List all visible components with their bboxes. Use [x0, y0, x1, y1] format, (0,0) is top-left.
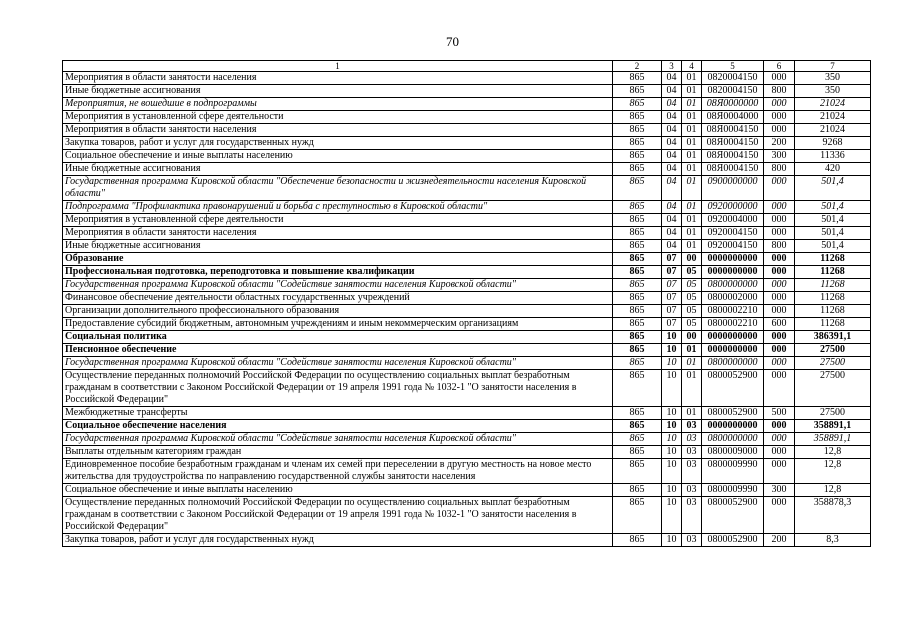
cell-amount: 27500 — [795, 357, 871, 370]
cell-amount: 27500 — [795, 370, 871, 407]
cell-amount: 11268 — [795, 266, 871, 279]
cell-target: 0820004150 — [702, 85, 764, 98]
header-cell-name: 1 — [63, 61, 613, 72]
cell-expense-type: 300 — [764, 150, 795, 163]
cell-admin: 865 — [613, 201, 662, 214]
cell-admin: 865 — [613, 433, 662, 446]
cell-amount: 350 — [795, 72, 871, 85]
cell-amount: 501,4 — [795, 240, 871, 253]
cell-expense-type: 000 — [764, 446, 795, 459]
cell-target: 0920004000 — [702, 214, 764, 227]
table-row — [63, 420, 871, 433]
table-row — [63, 433, 871, 446]
cell-expense-type: 000 — [764, 72, 795, 85]
cell-name: Социальное обеспечение населения — [63, 420, 613, 433]
cell-admin: 865 — [613, 253, 662, 266]
cell-section: 04 — [662, 85, 682, 98]
cell-section: 04 — [662, 227, 682, 240]
cell-target: 0800002210 — [702, 305, 764, 318]
table-row — [63, 266, 871, 279]
table-row — [63, 214, 871, 227]
cell-amount: 501,4 — [795, 176, 871, 201]
cell-section: 10 — [662, 459, 682, 484]
cell-subsection: 01 — [682, 85, 702, 98]
cell-target: 08Я0004150 — [702, 150, 764, 163]
cell-amount: 358891,1 — [795, 433, 871, 446]
cell-target: 0800009000 — [702, 446, 764, 459]
cell-target: 0800002000 — [702, 292, 764, 305]
cell-subsection: 01 — [682, 227, 702, 240]
cell-section: 04 — [662, 176, 682, 201]
cell-expense-type: 000 — [764, 176, 795, 201]
cell-subsection: 00 — [682, 253, 702, 266]
cell-expense-type: 000 — [764, 98, 795, 111]
cell-admin: 865 — [613, 344, 662, 357]
cell-expense-type: 000 — [764, 111, 795, 124]
cell-admin: 865 — [613, 331, 662, 344]
cell-name: Подпрограмма "Профилактика правонарушений и борьба с преступностью в Кировской области" — [63, 201, 613, 214]
cell-name: Мероприятия, не вошедшие в подпрограммы — [63, 98, 613, 111]
cell-section: 04 — [662, 240, 682, 253]
cell-target: 0800052900 — [702, 407, 764, 420]
cell-expense-type: 200 — [764, 137, 795, 150]
cell-name: Финансовое обеспечение деятельности областных государственных учреждений — [63, 292, 613, 305]
cell-admin: 865 — [613, 176, 662, 201]
table-row — [63, 292, 871, 305]
cell-admin: 865 — [613, 292, 662, 305]
cell-expense-type: 000 — [764, 124, 795, 137]
cell-amount: 11268 — [795, 305, 871, 318]
cell-name: Профессиональная подготовка, переподготовка и повышение квалификации — [63, 266, 613, 279]
cell-subsection: 05 — [682, 305, 702, 318]
table-row — [63, 370, 871, 407]
cell-amount: 11268 — [795, 253, 871, 266]
cell-section: 04 — [662, 72, 682, 85]
cell-expense-type: 800 — [764, 85, 795, 98]
cell-amount: 21024 — [795, 124, 871, 137]
cell-subsection: 05 — [682, 266, 702, 279]
cell-subsection: 03 — [682, 446, 702, 459]
cell-section: 04 — [662, 201, 682, 214]
cell-target: 0820004150 — [702, 72, 764, 85]
cell-section: 07 — [662, 266, 682, 279]
cell-subsection: 01 — [682, 98, 702, 111]
cell-admin: 865 — [613, 446, 662, 459]
cell-target: 08Я0000000 — [702, 98, 764, 111]
cell-name: Пенсионное обеспечение — [63, 344, 613, 357]
cell-name: Государственная программа Кировской области "Содействие занятости населения Кировской области" — [63, 433, 613, 446]
cell-section: 04 — [662, 137, 682, 150]
cell-target: 0800000000 — [702, 357, 764, 370]
budget-table — [62, 60, 871, 547]
cell-amount: 8,3 — [795, 534, 871, 547]
cell-section: 07 — [662, 305, 682, 318]
cell-admin: 865 — [613, 407, 662, 420]
table-row — [63, 305, 871, 318]
cell-section: 10 — [662, 446, 682, 459]
cell-expense-type: 500 — [764, 407, 795, 420]
cell-name: Выплаты отдельным категориям граждан — [63, 446, 613, 459]
cell-amount: 21024 — [795, 111, 871, 124]
cell-expense-type: 000 — [764, 201, 795, 214]
cell-admin: 865 — [613, 214, 662, 227]
cell-amount: 420 — [795, 163, 871, 176]
table-row — [63, 331, 871, 344]
header-cell-target: 5 — [702, 61, 764, 72]
cell-subsection: 01 — [682, 163, 702, 176]
cell-expense-type: 000 — [764, 279, 795, 292]
table-row — [63, 124, 871, 137]
page-number: 70 — [446, 34, 459, 49]
table-row — [63, 318, 871, 331]
cell-name: Мероприятия в области занятости населения — [63, 124, 613, 137]
cell-section: 04 — [662, 111, 682, 124]
cell-amount: 9268 — [795, 137, 871, 150]
cell-section: 04 — [662, 98, 682, 111]
header-cell-admin: 2 — [613, 61, 662, 72]
cell-amount: 12,8 — [795, 484, 871, 497]
cell-expense-type: 000 — [764, 497, 795, 534]
cell-name: Мероприятия в области занятости населения — [63, 72, 613, 85]
cell-admin: 865 — [613, 240, 662, 253]
cell-subsection: 03 — [682, 484, 702, 497]
cell-admin: 865 — [613, 370, 662, 407]
cell-section: 10 — [662, 370, 682, 407]
cell-admin: 865 — [613, 124, 662, 137]
cell-amount: 358891,1 — [795, 420, 871, 433]
table-row — [63, 446, 871, 459]
cell-target: 0800009990 — [702, 459, 764, 484]
cell-admin: 865 — [613, 227, 662, 240]
cell-target: 0000000000 — [702, 266, 764, 279]
table-row — [63, 279, 871, 292]
cell-name: Государственная программа Кировской области "Обеспечение безопасности и жизнедеятельности населения Кировской области" — [63, 176, 613, 201]
cell-subsection: 01 — [682, 176, 702, 201]
table-row — [63, 534, 871, 547]
cell-section: 10 — [662, 497, 682, 534]
cell-subsection: 01 — [682, 72, 702, 85]
cell-admin: 865 — [613, 357, 662, 370]
cell-expense-type: 000 — [764, 253, 795, 266]
table-row — [63, 407, 871, 420]
cell-admin: 865 — [613, 163, 662, 176]
cell-amount: 358878,3 — [795, 497, 871, 534]
cell-expense-type: 000 — [764, 344, 795, 357]
cell-target: 0800000000 — [702, 279, 764, 292]
cell-subsection: 03 — [682, 433, 702, 446]
cell-admin: 865 — [613, 266, 662, 279]
cell-expense-type: 000 — [764, 459, 795, 484]
cell-expense-type: 000 — [764, 266, 795, 279]
cell-section: 10 — [662, 331, 682, 344]
cell-name: Организации дополнительного профессионального образования — [63, 305, 613, 318]
cell-name: Осуществление переданных полномочий Российской Федерации по осуществлению социальных выплат безработным гражданам в соответствии с Законом Российской Федерации от 19 апреля 1991 года № 1032-1 "О занятости населения в Российской Федерации" — [63, 370, 613, 407]
cell-expense-type: 000 — [764, 370, 795, 407]
cell-section: 10 — [662, 534, 682, 547]
cell-target: 08Я0004150 — [702, 137, 764, 150]
cell-expense-type: 000 — [764, 214, 795, 227]
cell-name: Межбюджетные трансферты — [63, 407, 613, 420]
cell-target: 0900000000 — [702, 176, 764, 201]
cell-target: 0800052900 — [702, 534, 764, 547]
table-row — [63, 240, 871, 253]
cell-amount: 501,4 — [795, 214, 871, 227]
cell-amount: 501,4 — [795, 227, 871, 240]
table-row — [63, 344, 871, 357]
cell-target: 0000000000 — [702, 420, 764, 433]
cell-target: 0920004150 — [702, 227, 764, 240]
cell-admin: 865 — [613, 534, 662, 547]
cell-section: 04 — [662, 124, 682, 137]
cell-target: 0920000000 — [702, 201, 764, 214]
cell-admin: 865 — [613, 85, 662, 98]
table-row — [63, 357, 871, 370]
cell-expense-type: 800 — [764, 240, 795, 253]
cell-name: Закупка товаров, работ и услуг для государственных нужд — [63, 534, 613, 547]
table-row — [63, 253, 871, 266]
cell-section: 10 — [662, 433, 682, 446]
cell-target: 08Я0004150 — [702, 163, 764, 176]
cell-expense-type: 000 — [764, 420, 795, 433]
cell-amount: 350 — [795, 85, 871, 98]
cell-name: Социальное обеспечение и иные выплаты населению — [63, 484, 613, 497]
cell-subsection: 01 — [682, 150, 702, 163]
cell-subsection: 01 — [682, 137, 702, 150]
cell-section: 07 — [662, 318, 682, 331]
table-row — [63, 111, 871, 124]
cell-admin: 865 — [613, 484, 662, 497]
cell-name: Осуществление переданных полномочий Российской Федерации по осуществлению социальных выплат безработным гражданам в соответствии с Законом Российской Федерации от 19 апреля 1991 года № 1032-1 "О занятости населения в Российской Федерации" — [63, 497, 613, 534]
table-row — [63, 85, 871, 98]
cell-expense-type: 000 — [764, 292, 795, 305]
table-row — [63, 150, 871, 163]
cell-target: 0000000000 — [702, 331, 764, 344]
table-row — [63, 163, 871, 176]
cell-target: 0920004150 — [702, 240, 764, 253]
cell-name: Государственная программа Кировской области "Содействие занятости населения Кировской области" — [63, 357, 613, 370]
cell-expense-type: 000 — [764, 357, 795, 370]
cell-section: 10 — [662, 407, 682, 420]
cell-expense-type: 000 — [764, 331, 795, 344]
cell-admin: 865 — [613, 98, 662, 111]
cell-name: Единовременное пособие безработным гражданам и членам их семей при переселении в другую местность на новое место жительства для трудоустройства по направлению государственной службы занятости населения — [63, 459, 613, 484]
cell-amount: 11336 — [795, 150, 871, 163]
cell-name: Закупка товаров, работ и услуг для государственных нужд — [63, 137, 613, 150]
header-cell-expense-type: 6 — [764, 61, 795, 72]
cell-name: Предоставление субсидий бюджетным, автономным учреждениям и иным некоммерческим организациям — [63, 318, 613, 331]
cell-name: Иные бюджетные ассигнования — [63, 240, 613, 253]
cell-section: 04 — [662, 150, 682, 163]
cell-amount: 501,4 — [795, 201, 871, 214]
cell-expense-type: 600 — [764, 318, 795, 331]
table-row — [63, 484, 871, 497]
cell-target: 0800000000 — [702, 433, 764, 446]
cell-target: 08Я0004000 — [702, 111, 764, 124]
header-cell-amount: 7 — [795, 61, 871, 72]
table-row — [63, 201, 871, 214]
cell-subsection: 01 — [682, 357, 702, 370]
cell-target: 0800052900 — [702, 497, 764, 534]
cell-subsection: 03 — [682, 534, 702, 547]
cell-subsection: 01 — [682, 201, 702, 214]
cell-expense-type: 300 — [764, 484, 795, 497]
cell-name: Мероприятия в установленной сфере деятельности — [63, 111, 613, 124]
cell-expense-type: 000 — [764, 305, 795, 318]
cell-admin: 865 — [613, 111, 662, 124]
cell-admin: 865 — [613, 459, 662, 484]
cell-admin: 865 — [613, 318, 662, 331]
cell-name: Социальное обеспечение и иные выплаты населению — [63, 150, 613, 163]
cell-admin: 865 — [613, 72, 662, 85]
cell-subsection: 01 — [682, 240, 702, 253]
table-header-row — [63, 61, 871, 72]
table-row — [63, 227, 871, 240]
cell-subsection: 01 — [682, 111, 702, 124]
cell-section: 07 — [662, 292, 682, 305]
cell-expense-type: 200 — [764, 534, 795, 547]
cell-subsection: 03 — [682, 459, 702, 484]
cell-subsection: 01 — [682, 370, 702, 407]
header-cell-subsection: 4 — [682, 61, 702, 72]
cell-amount: 11268 — [795, 279, 871, 292]
cell-target: 0800002210 — [702, 318, 764, 331]
cell-admin: 865 — [613, 150, 662, 163]
table-row — [63, 72, 871, 85]
cell-amount: 12,8 — [795, 446, 871, 459]
cell-amount: 11268 — [795, 318, 871, 331]
cell-amount: 11268 — [795, 292, 871, 305]
cell-admin: 865 — [613, 305, 662, 318]
cell-name: Государственная программа Кировской области "Содействие занятости населения Кировской области" — [63, 279, 613, 292]
cell-subsection: 05 — [682, 292, 702, 305]
cell-name: Социальная политика — [63, 331, 613, 344]
cell-section: 10 — [662, 357, 682, 370]
cell-section: 07 — [662, 253, 682, 266]
cell-expense-type: 800 — [764, 163, 795, 176]
cell-subsection: 03 — [682, 497, 702, 534]
cell-section: 10 — [662, 484, 682, 497]
cell-amount: 386391,1 — [795, 331, 871, 344]
header-cell-section: 3 — [662, 61, 682, 72]
cell-subsection: 05 — [682, 318, 702, 331]
cell-target: 0000000000 — [702, 253, 764, 266]
cell-name: Иные бюджетные ассигнования — [63, 163, 613, 176]
cell-admin: 865 — [613, 137, 662, 150]
table-row — [63, 176, 871, 201]
cell-section: 07 — [662, 279, 682, 292]
table-row — [63, 459, 871, 484]
cell-subsection: 01 — [682, 407, 702, 420]
cell-subsection: 05 — [682, 279, 702, 292]
cell-subsection: 01 — [682, 344, 702, 357]
cell-section: 10 — [662, 420, 682, 433]
cell-target: 08Я0004150 — [702, 124, 764, 137]
cell-section: 04 — [662, 214, 682, 227]
cell-section: 10 — [662, 344, 682, 357]
cell-name: Иные бюджетные ассигнования — [63, 85, 613, 98]
cell-admin: 865 — [613, 279, 662, 292]
cell-amount: 12,8 — [795, 459, 871, 484]
cell-admin: 865 — [613, 420, 662, 433]
cell-target: 0800052900 — [702, 370, 764, 407]
table-row — [63, 137, 871, 150]
cell-section: 04 — [662, 163, 682, 176]
cell-subsection: 00 — [682, 331, 702, 344]
cell-amount: 27500 — [795, 344, 871, 357]
cell-expense-type: 000 — [764, 227, 795, 240]
cell-amount: 27500 — [795, 407, 871, 420]
cell-target: 0800009990 — [702, 484, 764, 497]
cell-admin: 865 — [613, 497, 662, 534]
cell-subsection: 03 — [682, 420, 702, 433]
cell-subsection: 01 — [682, 214, 702, 227]
cell-subsection: 01 — [682, 124, 702, 137]
cell-name: Мероприятия в области занятости населения — [63, 227, 613, 240]
cell-name: Мероприятия в установленной сфере деятельности — [63, 214, 613, 227]
cell-target: 0000000000 — [702, 344, 764, 357]
table-row — [63, 98, 871, 111]
cell-amount: 21024 — [795, 98, 871, 111]
cell-expense-type: 000 — [764, 433, 795, 446]
table-row — [63, 497, 871, 534]
cell-name: Образование — [63, 253, 613, 266]
